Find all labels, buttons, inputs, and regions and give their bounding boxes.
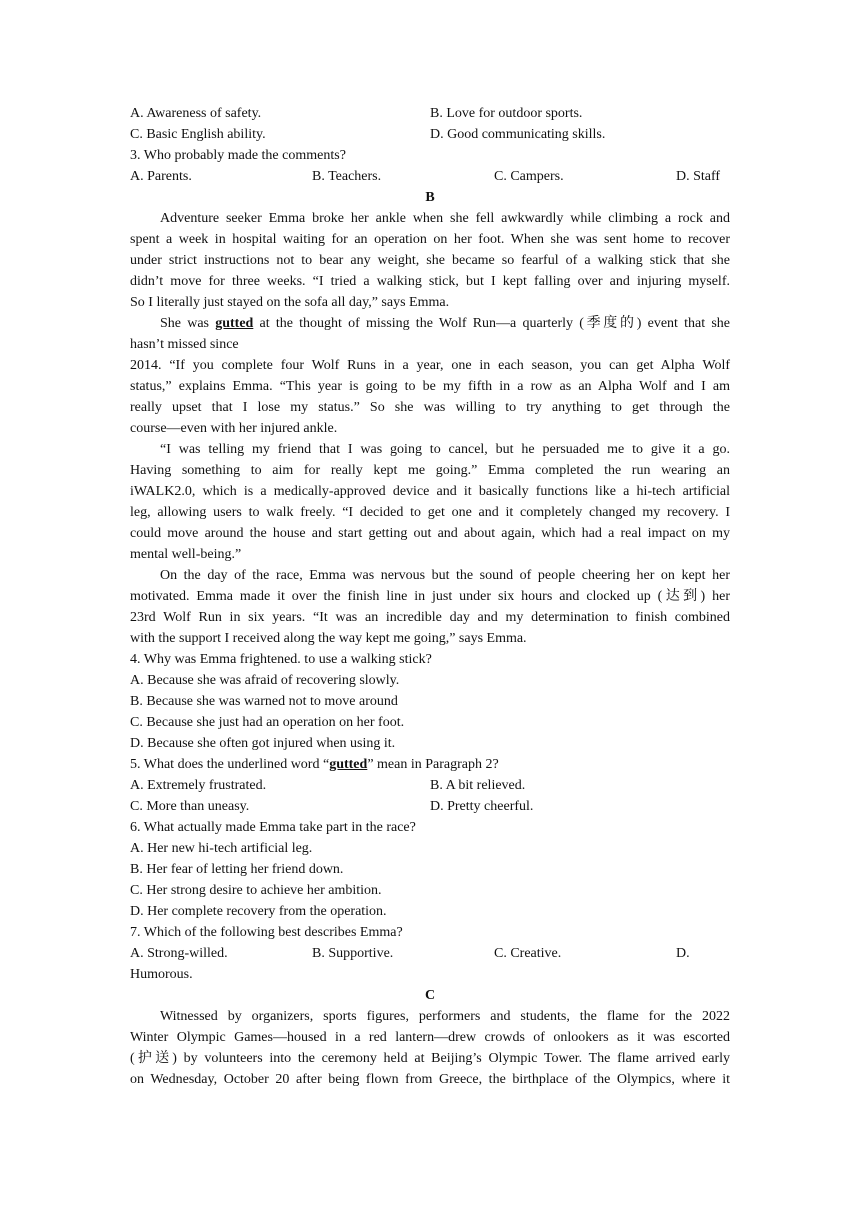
passage-b-line: could move around the house and start getting out and about again, which had a real impact on my — [130, 526, 730, 541]
passage-b-line: Having something to aim for really kept me going.” Emma completed the run wearing an — [130, 463, 730, 478]
underlined-word: gutted — [329, 757, 368, 772]
option-d: D. Her complete recovery from the operation. — [130, 904, 387, 919]
option-c: C. Creative. — [494, 946, 562, 961]
text-run: 5. What does the underlined word “ — [130, 757, 330, 772]
option-a: A. Strong-willed. — [130, 946, 228, 961]
passage-b-line: spent a week in hospital waiting for an operation on her foot. When she was sent home to recover — [130, 232, 730, 247]
underlined-word: gutted — [215, 316, 254, 331]
option-b: B. Because she was warned not to move around — [130, 694, 398, 709]
section-c-heading: C — [424, 988, 436, 1003]
passage-b-line: mental well-being.” — [130, 547, 242, 562]
passage-b-line: motivated. Emma made it over the finish line in just under six hours and clocked up (达到) her — [130, 589, 730, 604]
passage-b-line: 2014. “If you complete four Wolf Runs in a year, one in each season, you can get Alpha Wolf — [130, 358, 730, 373]
passage-b-line — [130, 313, 730, 334]
option-b: B. Love for outdoor sports. — [430, 106, 583, 121]
option-c: C. Campers. — [494, 169, 564, 184]
passage-b-line: 23rd Wolf Run in six years. “It was an incredible day and my determination to finish combined — [130, 610, 730, 625]
option-c: C. More than uneasy. — [130, 799, 250, 814]
question-6: 6. What actually made Emma take part in the race? — [130, 820, 416, 835]
text-run: at the thought of missing the Wolf Run—a quarterly (季度的) event that she — [253, 316, 730, 331]
option-b: B. Teachers. — [312, 169, 382, 184]
passage-b-line: leg, allowing users to walk freely. “I decided to get one and it completely changed my recovery. I — [130, 505, 730, 520]
question-5-options-row-2 — [130, 796, 730, 817]
passage-c-line: Winter Olympic Games—housed in a red lantern—drew crowds of onlookers as it was escorted — [130, 1030, 730, 1045]
passage-b-line: status,” explains Emma. “This year is going to be my fifth in a row as an Alpha Wolf and I am — [130, 379, 730, 394]
question-3-options — [130, 166, 730, 187]
option-d: D. Good communicating skills. — [430, 127, 606, 142]
option-a: A. Parents. — [130, 169, 192, 184]
question-4: 4. Why was Emma frightened. to use a walking stick? — [130, 652, 432, 667]
question-7-options — [130, 943, 730, 964]
passage-b-line: course—even with her injured ankle. — [130, 421, 338, 436]
passage-c-line: on Wednesday, October 20 after being flown from Greece, the birthplace of the Olympics, where it — [130, 1072, 730, 1087]
question-5 — [130, 754, 730, 775]
passage-b-line: iWALK2.0, which is a medically-approved device and it basically functions like a hi-tech artificial — [130, 484, 730, 499]
option-a: A. Her new hi-tech artificial leg. — [130, 841, 313, 856]
text-run: She was — [160, 316, 216, 331]
option-b: B. Supportive. — [312, 946, 394, 961]
option-d: D. Because she often got injured when using it. — [130, 736, 396, 751]
option-d: D. Staff — [676, 169, 721, 184]
passage-b-line: So I literally just stayed on the sofa all day,” says Emma. — [130, 295, 450, 310]
option-a: A. Because she was afraid of recovering slowly. — [130, 673, 400, 688]
option-d: D. — [676, 946, 690, 961]
option-d: D. Pretty cheerful. — [430, 799, 534, 814]
option-c: C. Because she just had an operation on her foot. — [130, 715, 405, 730]
page-content — [130, 103, 730, 1090]
passage-b-line: really upset that I lose my status.” So she was willing to try anything to get through the — [130, 400, 730, 415]
prev-options-row-2 — [130, 124, 730, 145]
question-5-options-row-1 — [130, 775, 730, 796]
passage-c-line: (护送) by volunteers into the ceremony held at Beijing’s Olympic Tower. The flame arrived early — [130, 1051, 730, 1066]
option-c: C. Basic English ability. — [130, 127, 266, 142]
passage-b-line: “I was telling my friend that I was going to cancel, but he persuaded me to give it a go. — [160, 442, 730, 457]
question-7: 7. Which of the following best describes Emma? — [130, 925, 403, 940]
option-a: A. Extremely frustrated. — [130, 778, 267, 793]
prev-options-row-1 — [130, 103, 730, 124]
section-b-heading: B — [425, 190, 435, 205]
passage-b-line: under strict instructions not to bear any weight, she became so fearful of a walking stick that she — [130, 253, 730, 268]
passage-b-line: didn’t move for three weeks. “I tried a walking stick, but I kept falling over and injuring myself. — [130, 274, 730, 289]
passage-c-line: Witnessed by organizers, sports figures, performers and students, the flame for the 2022 — [160, 1009, 730, 1024]
passage-b-line: Adventure seeker Emma broke her ankle when she fell awkwardly while climbing a rock and — [160, 211, 730, 226]
option-a: A. Awareness of safety. — [130, 106, 262, 121]
passage-b-line: hasn’t missed since — [130, 337, 239, 352]
passage-b-line: with the support I received along the way kept me going,” says Emma. — [130, 631, 527, 646]
passage-b-line: On the day of the race, Emma was nervous but the sound of people cheering her on kept her — [160, 568, 730, 583]
option-b: B. A bit relieved. — [430, 778, 526, 793]
option-b: B. Her fear of letting her friend down. — [130, 862, 344, 877]
text-run: ” mean in Paragraph 2? — [367, 757, 499, 772]
question-3: 3. Who probably made the comments? — [130, 148, 346, 163]
option-d-continued: Humorous. — [130, 967, 193, 982]
option-c: C. Her strong desire to achieve her ambition. — [130, 883, 382, 898]
